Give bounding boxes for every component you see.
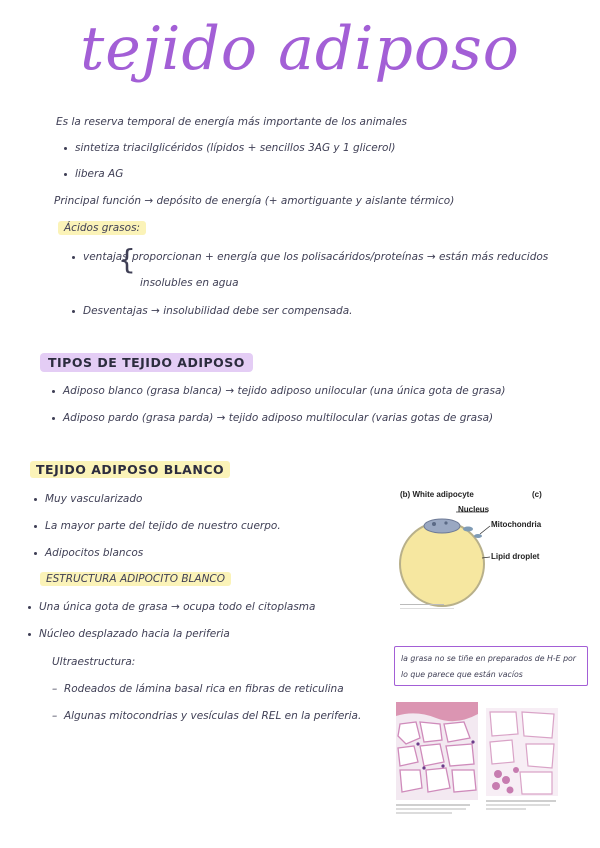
estructura-heading: ESTRUCTURA ADIPOCITO BLANCO	[40, 573, 231, 585]
bullet-dot	[52, 417, 55, 420]
nucleus-shape	[424, 519, 460, 533]
estructura-item: Una única gota de grasa → ocupa todo el citoplasma	[28, 601, 315, 613]
bullet-dot	[28, 633, 31, 636]
estructura-item: Núcleo desplazado hacia la periferia	[28, 628, 230, 640]
ultra-item: – Rodeados de lámina basal rica en fibras de reticulina	[52, 683, 344, 695]
bullet-dot	[28, 606, 31, 609]
blanco-item: La mayor parte del tejido de nuestro cuerpo.	[34, 520, 281, 532]
tipos-heading: TIPOS DE TEJIDO ADIPOSO	[40, 355, 253, 370]
nucleus-label: Nucleus	[458, 505, 490, 514]
brace-icon: {	[118, 243, 136, 276]
bullet-dot	[72, 256, 75, 259]
intro-bullet: sintetiza triacilglicéridos (lípidos + sencillos 3AG y 1 glicerol)	[64, 142, 395, 154]
mitochondria-label: Mitochondria	[491, 520, 542, 529]
figure-title: (b) White adipocyte	[400, 490, 474, 499]
micrograph-right	[486, 708, 558, 796]
blanco-item: Muy vascularizado	[34, 493, 142, 505]
bullet-dot	[72, 310, 75, 313]
mitochondrion-shape	[474, 534, 482, 538]
adipocyte-figure	[396, 486, 552, 616]
blanco-heading: TEJIDO ADIPOSO BLANCO	[30, 462, 230, 477]
figure-panel-label: (c)	[532, 490, 542, 499]
ventaja-item: insolubles en agua	[140, 277, 239, 289]
ultra-heading: Ultraestructura:	[52, 656, 136, 668]
tipos-item: Adiposo pardo (grasa parda) → tejido adiposo multilocular (varias gotas de grasa)	[52, 412, 493, 424]
stain-note: la grasa no se tiñe en preparados de H-E por lo que parece que están vacíos	[394, 646, 588, 686]
page-title: tejido adiposo	[80, 14, 520, 84]
tipos-item: Adiposo blanco (grasa blanca) → tejido adiposo unilocular (una única gota de grasa)	[52, 385, 505, 397]
intro-line: Es la reserva temporal de energía más importante de los animales	[56, 116, 408, 128]
mitochondrion-shape	[463, 527, 473, 532]
micrograph-left-caption	[396, 804, 474, 818]
bullet-dot	[34, 552, 37, 555]
intro-bullet: libera AG	[64, 168, 123, 180]
principal-function: Principal función → depósito de energía (+ amortiguante y aislante térmico)	[54, 195, 455, 207]
desventajas: Desventajas → insolubilidad debe ser compensada.	[72, 305, 352, 317]
lipid-droplet-label: Lipid droplet	[491, 552, 540, 561]
ultra-item: – Algunas mitocondrias y vesículas del REL en la periferia.	[52, 710, 362, 722]
micrograph-right-caption	[486, 800, 558, 814]
acidos-heading: Ácidos grasos:	[58, 222, 146, 234]
lipid-droplet-shape	[400, 522, 484, 606]
bullet-dot	[64, 173, 67, 176]
ventajas-label: ventajas	[72, 251, 128, 263]
bullet-dot	[34, 525, 37, 528]
micrograph-left	[396, 702, 478, 800]
bullet-dot	[64, 147, 67, 150]
ventaja-item: proporcionan + energía que los polisacáridos/proteínas → están más reducidos	[132, 251, 549, 263]
bullet-dot	[52, 390, 55, 393]
bullet-dot	[34, 498, 37, 501]
blanco-item: Adipocitos blancos	[34, 547, 143, 559]
